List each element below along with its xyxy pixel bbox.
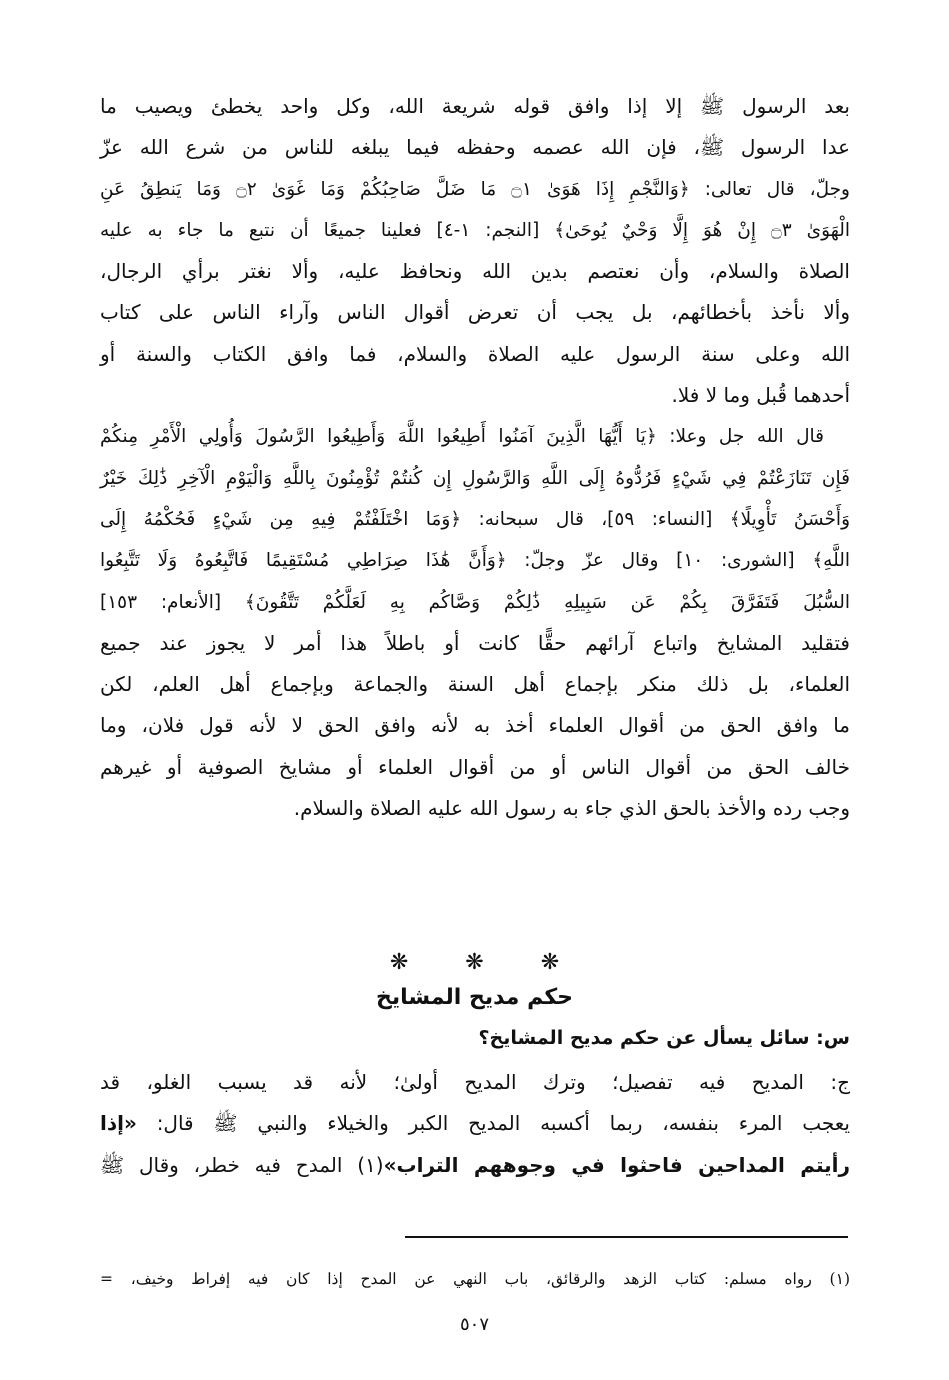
text-segment: (١) المدح فيه خطر، وقال ﷺ: [100, 1152, 384, 1177]
page-number: ٥٠٧: [459, 1314, 489, 1335]
text-line: وجب رده والأخذ بالحق الذي جاء به رسول الله عليه الصلاة والسلام.: [293, 796, 850, 821]
footnote-divider: [405, 1236, 848, 1238]
answer-line: [100, 1145, 850, 1186]
text-line: ما وافق الحق من أقوال العلماء أخذ به لأنه وافق الحق لا لأنه قول فلان، وما: [100, 713, 850, 738]
text-line: الصلاة والسلام، وأن نعتصم بدين الله ونحافظ عليه، وألا نغتر برأي الرجال،: [100, 259, 850, 284]
text-line: وألا نأخذ بأخطائهم، بل يجب أن تعرض أقوال الناس وآراء الناس على كتاب: [100, 300, 850, 325]
text-line: عدا الرسول ﷺ، فإن الله عصمه وحفظه فيما يبلغه للناس من شرع الله عزّ: [100, 135, 850, 160]
section-separator: ❋ ❋ ❋: [389, 950, 560, 975]
text-line: الْهَوَىٰ ۝٣ إِنْ هُوَ إِلَّا وَحْيٌ يُوحَىٰ﴾ [النجم: ١-٤] فعلينا جميعًا أن نتبع ما جاء به عليه: [100, 219, 850, 241]
question-text: س: سائل يسأل عن حكم مديح المشايخ؟: [478, 1027, 850, 1049]
text-line: الله وعلى سنة الرسول عليه الصلاة والسلام، فما وافق الكتاب والسنة أو: [100, 341, 850, 366]
text-segment: ج: المديح فيه تفصيل؛ وترك المديح أولىٰ؛ لأنه قد يسبب الغلو، قد: [100, 1070, 850, 1094]
hadith-quote: «إذا: [100, 1111, 137, 1136]
text-line: السُّبُلَ فَتَفَرَّقَ بِكُمْ عَن سَبِيلِهِ ذَٰلِكُمْ وَصَّاكُم بِهِ لَعَلَّكُمْ تَتَّقُونَ﴾ [الأنعام: ١٥٣]: [100, 591, 850, 613]
hadith-quote: رأيتم المداحين فاحثوا في وجوههم التراب»: [383, 1152, 850, 1177]
text-line: وجلّ، قال تعالى: ﴿وَالنَّجْمِ إِذَا هَوَىٰ ۝١ مَا ضَلَّ صَاحِبُكُمْ وَمَا غَوَىٰ ۝٢ وَمَا يَنطِقُ عَنِ: [100, 178, 850, 200]
text-line: وَأَحْسَنُ تَأْوِيلًا﴾ [النساء: ٥٩]، قال سبحانه: ﴿وَمَا اخْتَلَفْتُمْ فِيهِ مِن شَيْءٍ فَحُكْمُهُ إِلَى: [100, 508, 851, 530]
text-line: فتقليد المشايخ واتباع آرائهم حقًّا كانت أو باطلاً هذا أمر لا يجوز عند جميع: [100, 630, 850, 655]
footnote: (١) رواه مسلم: كتاب الزهد والرقائق، باب النهي عن المدح إذا كان فيه إفراط وخيف، =: [100, 1270, 850, 1288]
answer-line: [100, 1103, 850, 1144]
answer-line: [100, 1062, 850, 1103]
answer-text: [100, 1062, 850, 1186]
body-text: [100, 86, 850, 829]
text-segment: يعجب المرء بنفسه، ربما أكسبه المديح الكبر والخيلاء والنبي ﷺ قال:: [136, 1111, 850, 1136]
text-line: اللَّهِ﴾ [الشورى: ١٠] وقال عزّ وجلّ: ﴿وَأَنَّ هَٰذَا صِرَاطِي مُسْتَقِيمًا فَاتَّبِعُوهُ وَلَا تَتَّبِعُوا: [100, 550, 851, 572]
section-heading: حكم مديح المشايخ: [376, 985, 573, 1010]
text-line: قال الله جل وعلا: ﴿يَا أَيُّهَا الَّذِينَ آمَنُوا أَطِيعُوا اللَّهَ وَأَطِيعُوا الرَّسُولَ وَأُولِي الْأَمْرِ مِنكُمْ: [100, 426, 824, 448]
text-line: فَإِن تَنَازَعْتُمْ فِي شَيْءٍ فَرُدُّوهُ إِلَى اللَّهِ وَالرَّسُولِ إِن كُنتُمْ تُؤْمِنُونَ بِاللَّهِ وَالْيَوْمِ الْآخِرِ ذَٰلِكَ خَيْرٌ: [100, 467, 850, 489]
text-line: بعد الرسول ﷺ إلا إذا وافق قوله شريعة الله، وكل واحد يخطئ ويصيب ما: [100, 94, 850, 118]
text-line: أحدهما قُبل وما لا فلا.: [671, 383, 850, 408]
text-line: خالف الحق من أقوال الناس أو من أقوال العلماء أو مشايخ الصوفية أو غيرهم: [100, 754, 850, 779]
text-line: العلماء، بل ذلك منكر بإجماع أهل السنة والجماعة وبإجماع أهل العلم، لكن: [100, 672, 850, 697]
